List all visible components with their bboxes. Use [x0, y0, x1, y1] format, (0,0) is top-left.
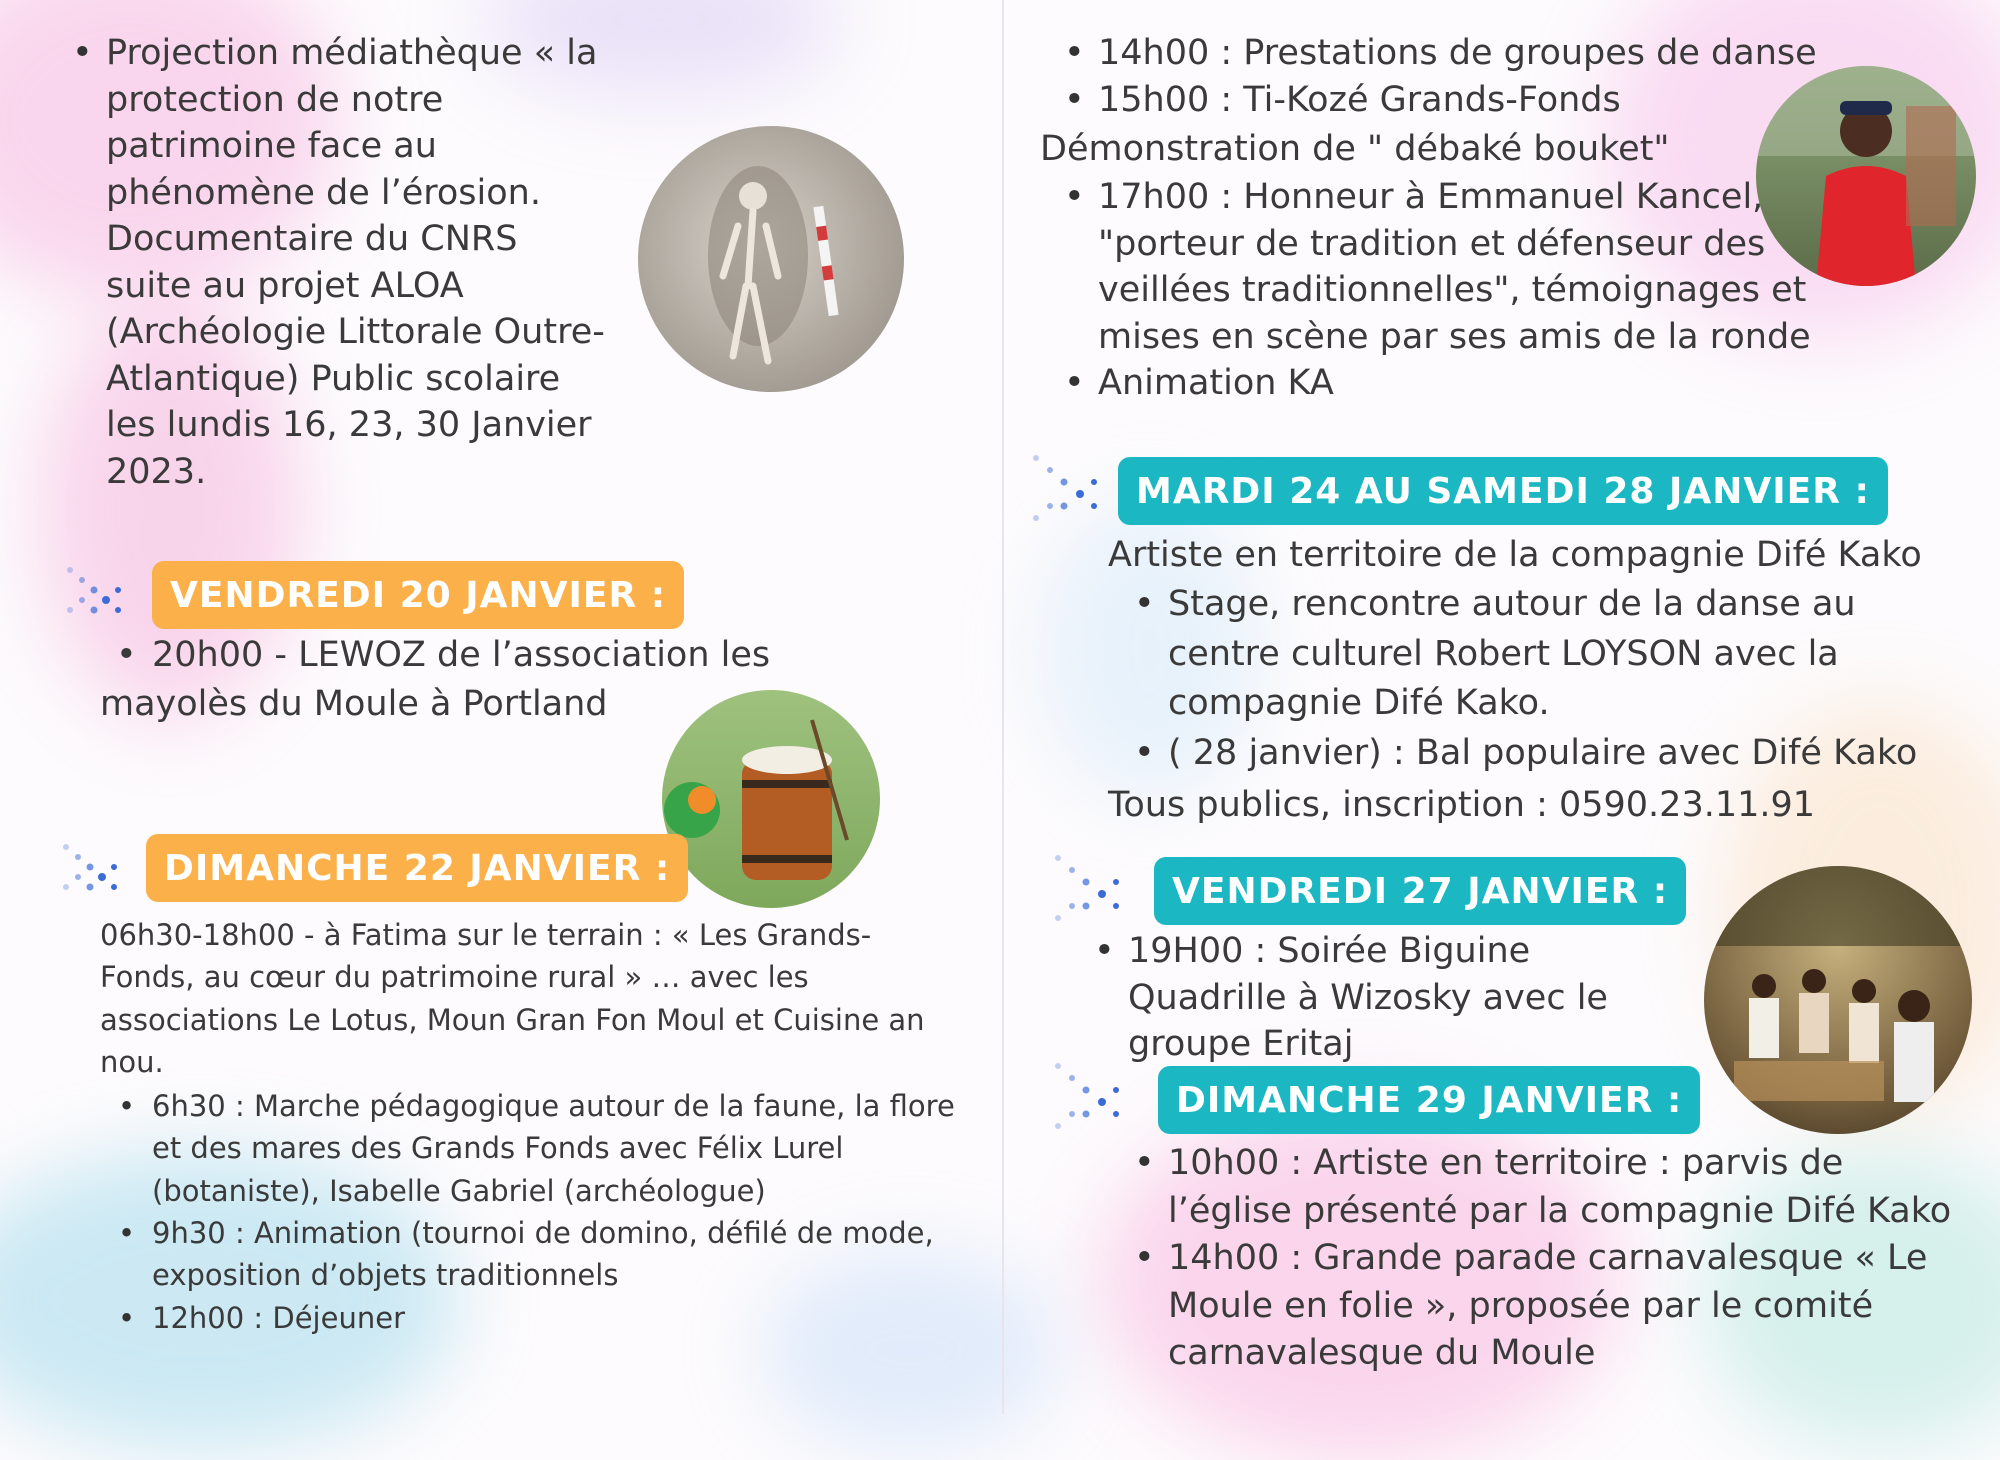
- list-item: • 12h00 : Déjeuner: [152, 1297, 982, 1339]
- list-item: • 14h00 : Prestations de groupes de danse: [1098, 30, 1918, 77]
- heading-dimanche-29: DIMANCHE 29 JANVIER :: [1158, 1066, 1700, 1134]
- mardi-24-list: [1168, 580, 1968, 779]
- list-item: • ( 28 janvier) : Bal populaire avec Difé Kako: [1168, 729, 1968, 779]
- mardi-24-footer: Tous publics, inscription : 0590.23.11.91: [1108, 785, 1816, 825]
- list-item: • Stage, rencontre autour de la danse au centre culturel Robert LOYSON avec la compagnie Difé Kako.: [1168, 580, 1968, 729]
- vendredi-20-event: • 20h00 - LEWOZ de l’association les mayolès du Moule à Portland: [100, 632, 820, 727]
- dimanche-22-list: [152, 1085, 982, 1339]
- list-item: • 10h00 : Artiste en territoire : parvis de l’église présenté par la compagnie Difé Kako: [1168, 1140, 1978, 1235]
- left-panel: [0, 0, 1000, 1414]
- dimanche-22-intro: 06h30-18h00 - à Fatima sur le terrain : « Les Grands-Fonds, au cœur du patrimoine rural » … avec les associations Le Lotus, Moun Gran Fon Moul et Cuisine an nou.: [100, 918, 925, 1079]
- chevron-arrow-icon: [1024, 440, 1114, 530]
- drum-photo: [662, 690, 880, 908]
- chevron-arrow-icon: [1046, 840, 1136, 930]
- list-item: • 14h00 : Grande parade carnavalesque « Le Moule en folie », proposée par le comité carnavalesque du Moule: [1168, 1235, 1978, 1378]
- list-item: • Animation KA: [1098, 360, 1858, 407]
- list-item: • 15h00 : Ti-Kozé Grands-Fonds: [1098, 77, 1918, 124]
- list-item: • Projection médiathèque « la protection de notre patrimoine face au phénomène de l’érosion. Documentaire du CNRS suite au projet ALOA (Archéologie Littorale Outre-Atlantique) Public scolaire les lundis 16, 23, 30 Janvier 2023.: [106, 30, 606, 495]
- list-item: • 6h30 : Marche pédagogique autour de la faune, la flore et des mares des Grands Fonds avec Félix Lurel (botaniste), Isabelle Gabriel (archéologue): [152, 1085, 982, 1212]
- heading-dimanche-22: DIMANCHE 22 JANVIER :: [146, 834, 688, 902]
- vendredi-20-item-cont: mayolès du Moule à Portland: [100, 683, 608, 724]
- heading-vendredi-27: VENDREDI 27 JANVIER :: [1154, 857, 1686, 925]
- drum-illustration: [662, 690, 880, 908]
- chevron-arrow-icon: [60, 555, 130, 625]
- dancers-illustration: [1704, 866, 1972, 1134]
- evening-list: [1098, 174, 1858, 407]
- mardi-24-intro: Artiste en territoire de la compagnie Difé Kako: [1108, 535, 1922, 575]
- right-panel: [1004, 0, 2000, 1414]
- demo-line: Démonstration de " débaké bouket": [1040, 129, 1670, 169]
- list-item: • 17h00 : Honneur à Emmanuel Kancel, "porteur de tradition et défenseur des veillées traditionnelles", témoignages et mises en scène par ses amis de la ronde: [1098, 174, 1858, 360]
- list-item: • 19H00 : Soirée Biguine Quadrille à Wizosky avec le groupe Eritaj: [1128, 928, 1688, 1068]
- chevron-arrow-icon: [56, 832, 126, 902]
- intro-list: [106, 30, 606, 495]
- excavation-photo: [638, 126, 904, 392]
- chevron-arrow-icon: [1046, 1048, 1136, 1138]
- skeleton-illustration: [638, 126, 904, 392]
- dance-photo: [1704, 866, 1972, 1134]
- dimanche-29-list: [1168, 1140, 1978, 1378]
- vendredi-20-item: 20h00 - LEWOZ de l’association les: [152, 635, 771, 675]
- list-item: • 9h30 : Animation (tournoi de domino, défilé de mode, exposition d’objets traditionnels: [152, 1212, 982, 1297]
- heading-vendredi-20: VENDREDI 20 JANVIER :: [152, 561, 684, 629]
- vendredi-27-list: [1128, 928, 1688, 1068]
- heading-mardi-24: MARDI 24 AU SAMEDI 28 JANVIER :: [1118, 457, 1888, 525]
